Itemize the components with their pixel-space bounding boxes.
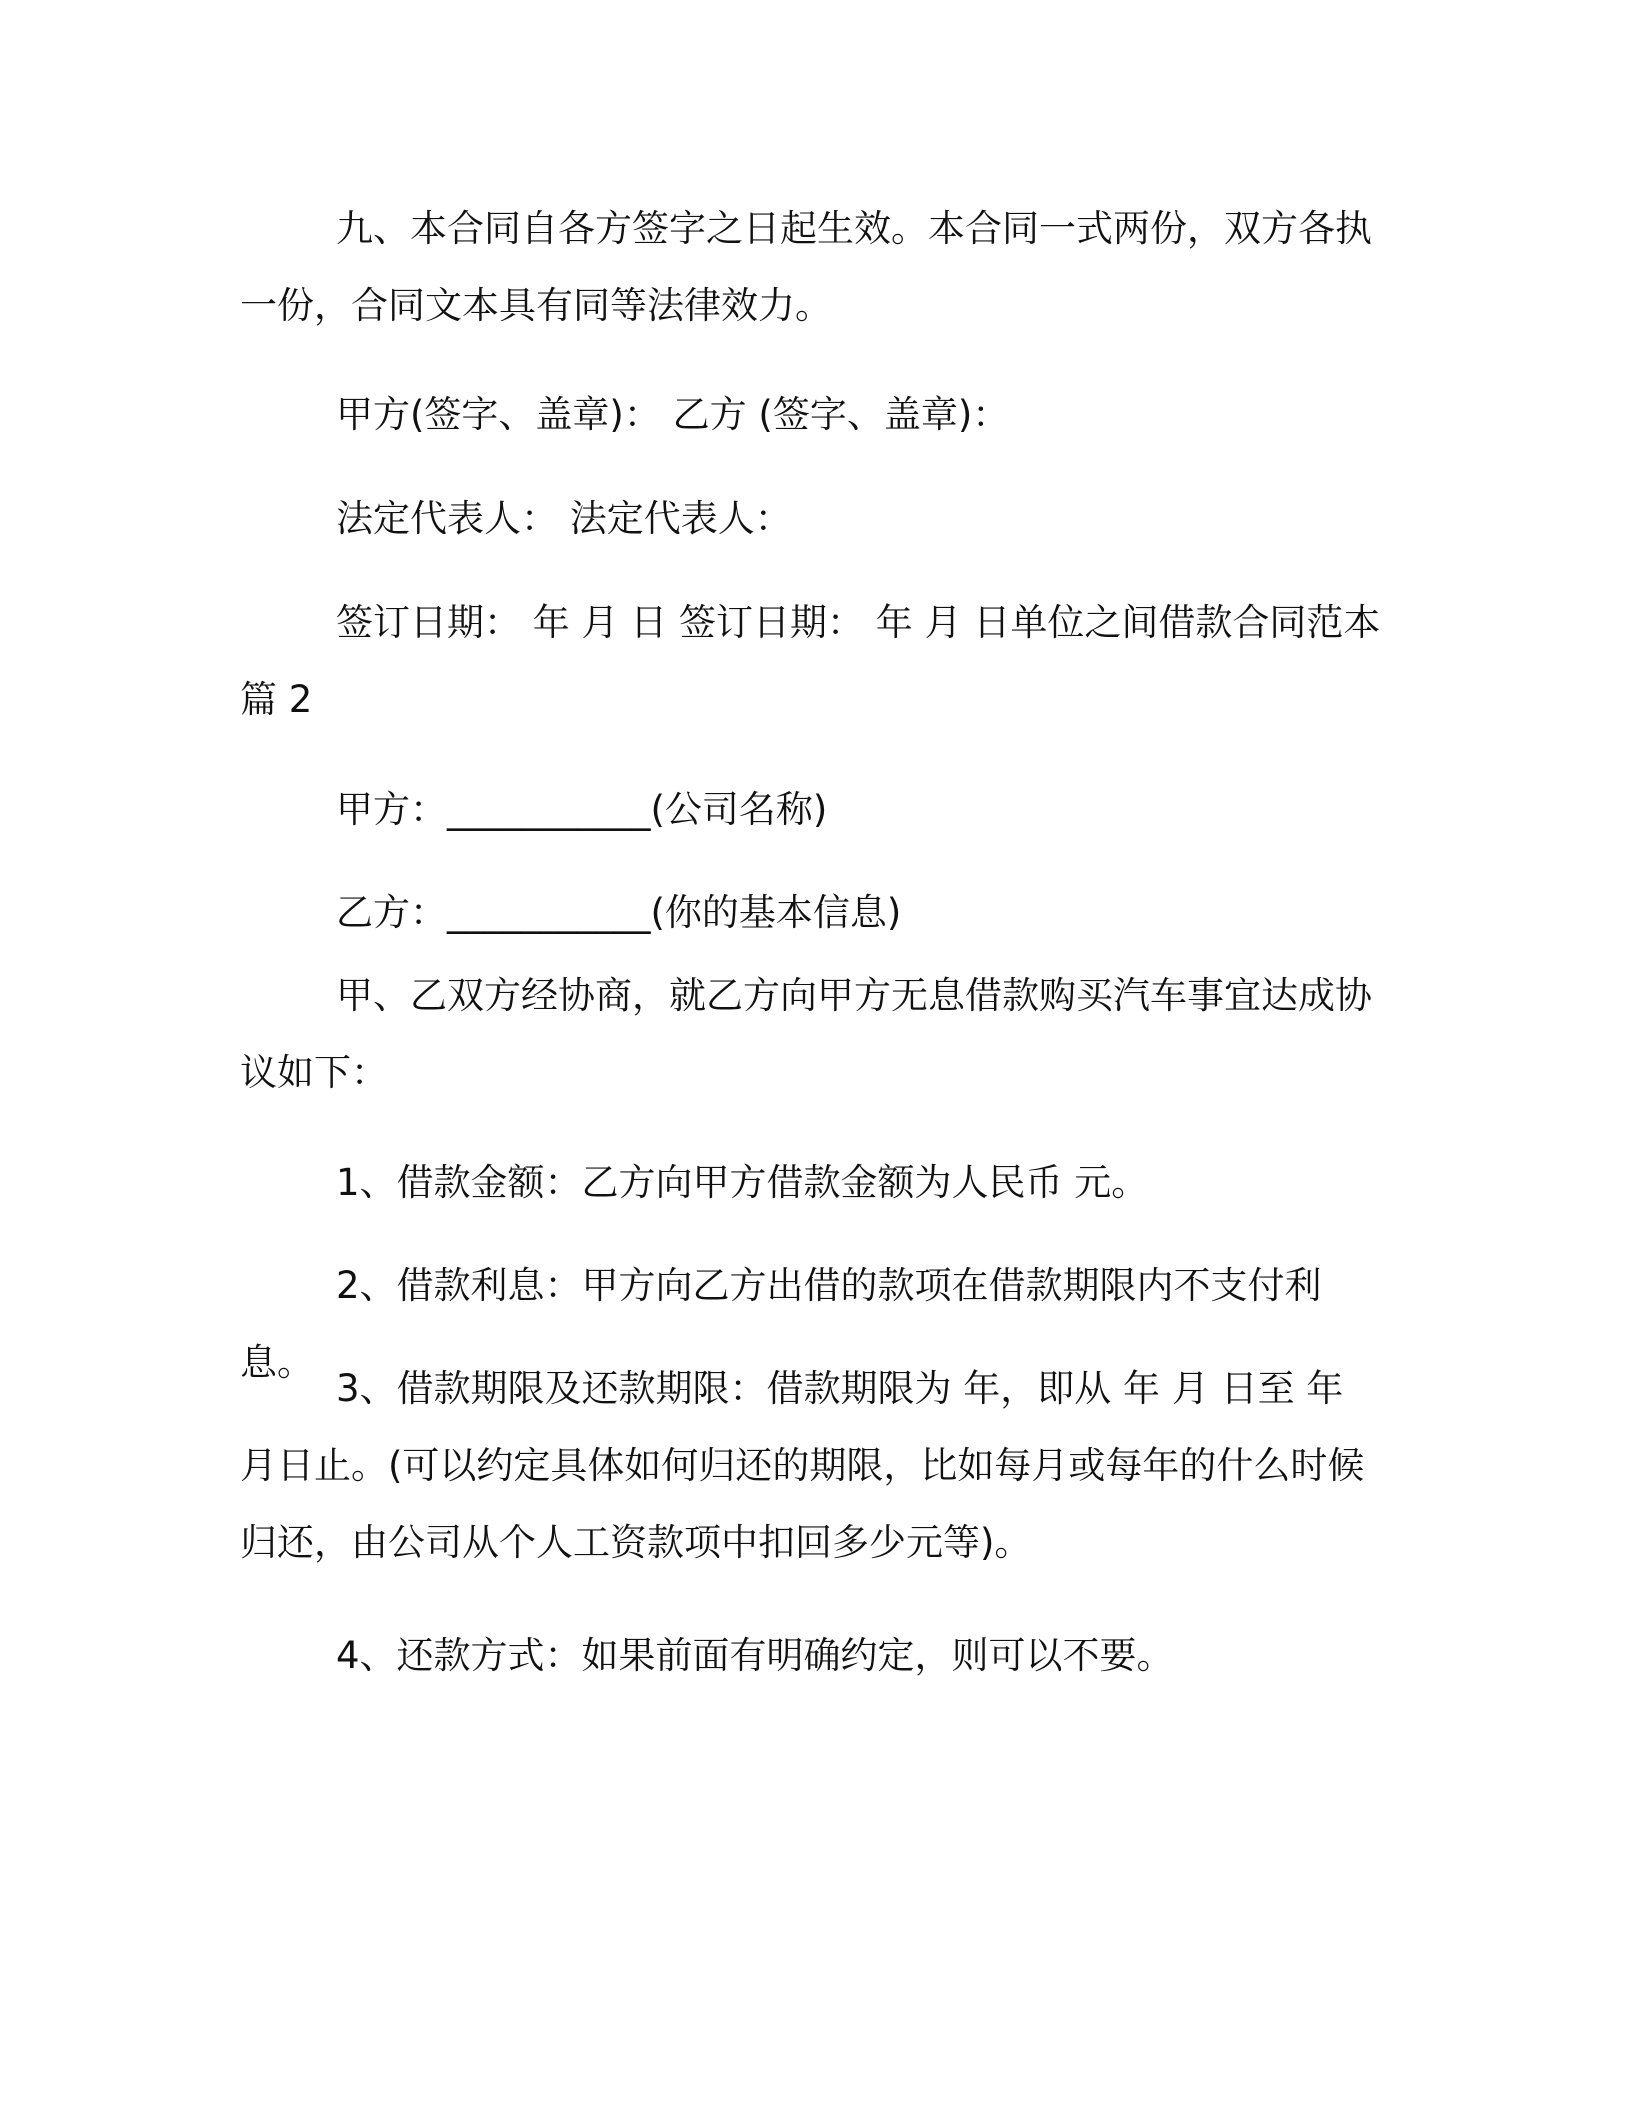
legal-representative-line: 法定代表人： 法定代表人： [336, 497, 792, 540]
party-b-line: 乙方：___________(你的基本信息) [336, 891, 902, 934]
clause-loan-term: 3、借款期限及还款期限：借款期限为 年，即从 年 月 日至 年 月日止。(可以约定具体如何归还的期限，比如每月或每年的什么时候归还，由公司从个人工资款项中扣回多少元等)。 [240, 1367, 1365, 1564]
agreement-intro: 甲、乙双方经协商，就乙方向甲方无息借款购买汽车事宜达成协议如下： [240, 974, 1372, 1094]
clause-repayment-method: 4、还款方式：如果前面有明确约定，则可以不要。 [336, 1634, 1174, 1677]
party-signature-line: 甲方(签字、盖章)： 乙方 (签字、盖章)： [336, 393, 1010, 436]
party-a-line: 甲方：___________(公司名称) [336, 788, 828, 831]
signing-date-line: 签订日期： 年 月 日 签订日期： 年 月 日单位之间借款合同范本篇 2 [240, 601, 1381, 721]
clause-nine-effectiveness: 九、本合同自各方签字之日起生效。本合同一式两份，双方各执一份，合同文本具有同等法律效力。 [240, 207, 1372, 327]
clause-loan-amount: 1、借款金额：乙方向甲方借款金额为人民币 元。 [336, 1161, 1149, 1204]
clause-loan-interest: 2、借款利息：甲方向乙方出借的款项在借款期限内不支付利息。 [240, 1264, 1322, 1384]
